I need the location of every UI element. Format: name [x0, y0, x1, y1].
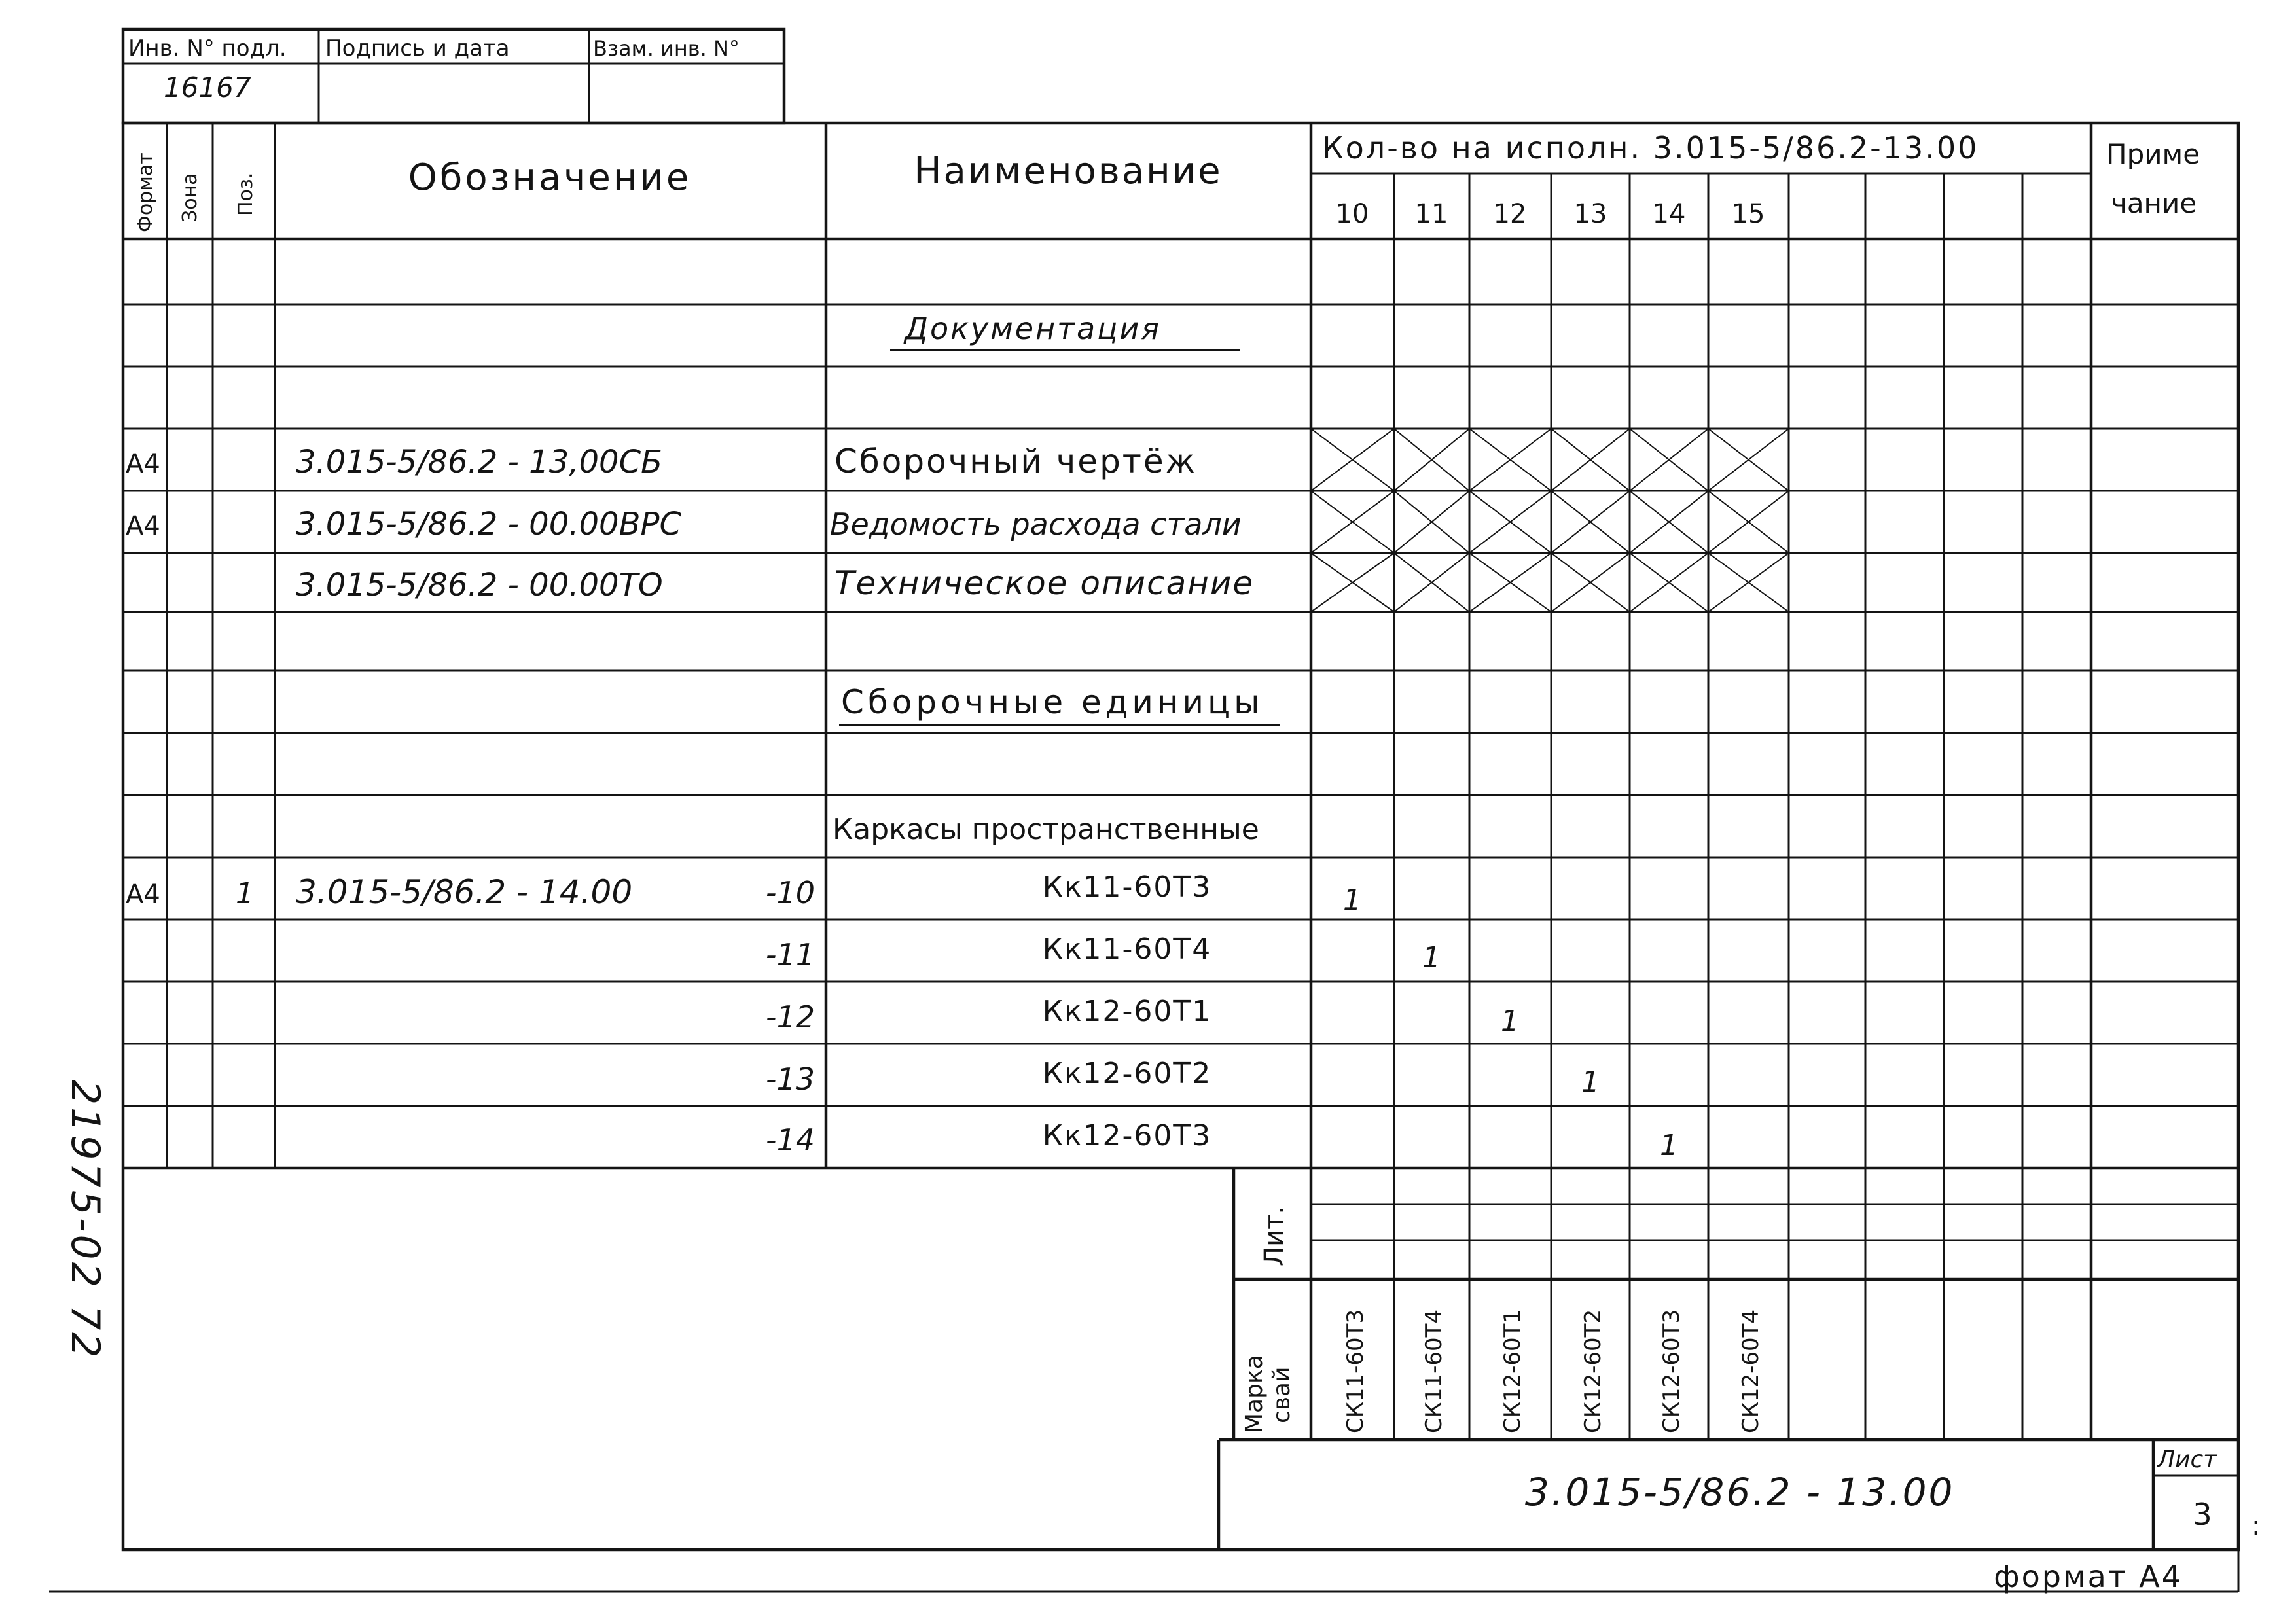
- item1-qty: 1: [1343, 883, 1361, 917]
- assembly-section: [126, 683, 1678, 1162]
- item4-suffix: -13: [765, 1061, 815, 1097]
- item1-format: А4: [126, 880, 160, 910]
- item1-pos: 1: [236, 877, 254, 910]
- item4-qty: 1: [1581, 1065, 1600, 1099]
- variant-11: 11: [1414, 199, 1448, 229]
- row2-name: Ведомость расхода стали: [830, 507, 1242, 542]
- zone-header: Зона: [179, 173, 202, 223]
- row2-format: А4: [126, 511, 160, 541]
- vzam-label: Взам. инв. N°: [593, 36, 740, 61]
- item3-qty: 1: [1501, 1005, 1519, 1038]
- item2-suffix: -11: [765, 937, 815, 972]
- inv-value: 16167: [164, 71, 251, 103]
- mark-3: СК12-60Т1: [1499, 1309, 1526, 1433]
- row1-name: Сборочный чертёж: [834, 442, 1197, 480]
- document-code: 3.015-5/86.2 - 13.00: [1525, 1470, 1955, 1514]
- asm-section-title: Сборочные единицы: [841, 683, 1264, 721]
- name-header: Наименование: [914, 150, 1223, 192]
- variant-14: 14: [1652, 199, 1686, 229]
- item5-qty: 1: [1660, 1129, 1678, 1162]
- margin-mark: :: [2251, 1511, 2261, 1541]
- variant-13: 13: [1573, 199, 1607, 229]
- note-header-2: чание: [2111, 187, 2197, 219]
- mark-2: СК11-60Т4: [1421, 1309, 1447, 1433]
- sheet-number: 3: [2193, 1497, 2212, 1532]
- item1-name: Кк11-60Т3: [1042, 870, 1212, 904]
- item1-designation: 3.015-5/86.2 - 14.00: [296, 873, 633, 911]
- item1-suffix: -10: [765, 875, 815, 910]
- sign-label: Подпись и дата: [325, 35, 510, 62]
- item2-name: Кк11-60Т4: [1042, 933, 1212, 966]
- marka-label: Марка: [1241, 1355, 1268, 1433]
- variant-15: 15: [1731, 199, 1765, 229]
- pos-header: Поз.: [234, 172, 257, 216]
- format-footer: формат А4: [1994, 1559, 2183, 1594]
- side-archive-number: 21975-02 72: [62, 1080, 108, 1361]
- qty-header: Кол-во на исполн. 3.015-5/86.2-13.00: [1322, 130, 1979, 166]
- item3-suffix: -12: [765, 999, 815, 1035]
- designation-header: Обозначение: [408, 156, 692, 199]
- crossed-cells: [1311, 429, 1789, 612]
- variant-12: 12: [1493, 199, 1527, 229]
- note-header: Приме: [2106, 138, 2200, 170]
- row1-format: А4: [126, 449, 160, 479]
- item5-name: Кк12-60Т3: [1042, 1119, 1212, 1152]
- row2-designation: 3.015-5/86.2 - 00.00ВРС: [296, 506, 681, 543]
- mark-4: СК12-60Т2: [1580, 1309, 1606, 1433]
- item2-qty: 1: [1422, 941, 1441, 974]
- mark-5: СК12-60Т3: [1659, 1309, 1685, 1433]
- item5-suffix: -14: [765, 1122, 815, 1158]
- inventory-stamp: [123, 29, 784, 123]
- documentation-section: [126, 311, 1789, 612]
- frames-title: Каркасы пространственные: [833, 813, 1259, 846]
- row3-name: Техническое описание: [834, 564, 1255, 602]
- marka-label-2: свай: [1268, 1366, 1295, 1423]
- inv-label: Инв. N° подл.: [128, 35, 287, 62]
- mark-6: СК12-60Т4: [1738, 1309, 1764, 1433]
- variant-10: 10: [1335, 199, 1369, 229]
- item4-name: Кк12-60Т2: [1042, 1057, 1212, 1090]
- table-header: [134, 130, 2200, 232]
- footer: [49, 1550, 2238, 1594]
- lit-label: Лит.: [1259, 1205, 1289, 1266]
- mark-1: СК11-60Т3: [1342, 1309, 1369, 1433]
- row3-designation: 3.015-5/86.2 - 00.00ТО: [296, 567, 663, 603]
- item3-name: Кк12-60Т1: [1042, 995, 1212, 1028]
- sheet-label: Лист: [2157, 1446, 2217, 1473]
- doc-section-title: Документация: [905, 311, 1162, 346]
- format-header: Формат: [134, 152, 157, 232]
- row1-designation: 3.015-5/86.2 - 13,00СБ: [296, 444, 663, 480]
- title-block: [1525, 1440, 2260, 1550]
